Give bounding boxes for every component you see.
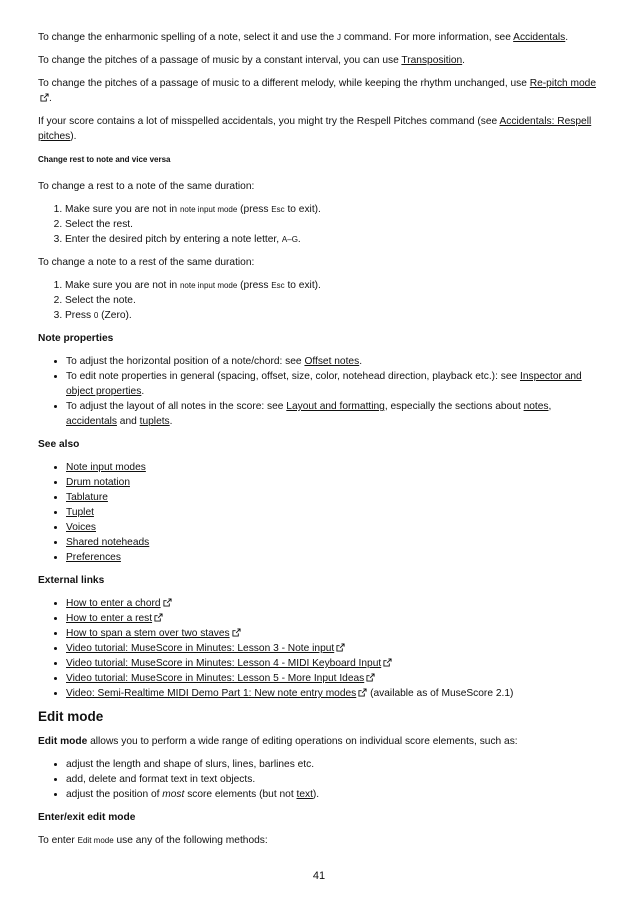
see-also-list	[38, 460, 596, 565]
list-item	[66, 626, 596, 641]
see-also-link[interactable]: Preferences	[66, 552, 121, 563]
offset-notes-link[interactable]: Offset notes	[304, 356, 360, 367]
list-item	[66, 505, 596, 520]
enter-edit-mode-paragraph: To enter Edit mode use any of the following methods:	[38, 835, 268, 846]
list-item	[66, 535, 596, 550]
rest-to-note-intro: To change a rest to a note of the same duration:	[38, 181, 255, 192]
external-link[interactable]: Video tutorial: MuseScore in Minutes: Lesson 4 - MIDI Keyboard Input	[66, 658, 382, 669]
edit-mode-heading: Edit mode	[38, 709, 104, 724]
list-item: • To edit note properties in general (spacing, offset, size, color, notehead direction, playback etc.): see Inspector and object properties.	[66, 369, 596, 399]
list-item: 1. Make sure you are not in note input mode (press Esc to exit).	[65, 278, 596, 293]
text-link[interactable]: text	[296, 789, 313, 800]
list-item	[66, 475, 596, 490]
list-item	[66, 520, 596, 535]
list-item	[66, 641, 596, 656]
list-item: • add, delete and format text in text objects.	[66, 772, 596, 787]
rest-to-note-steps	[38, 202, 596, 247]
external-link-icon	[163, 598, 172, 607]
external-link-icon	[383, 658, 392, 667]
external-link[interactable]: How to span a stem over two staves	[66, 628, 230, 639]
document-page	[38, 30, 596, 856]
note-to-rest-intro: To change a note to a rest of the same duration:	[38, 257, 255, 268]
list-item	[66, 611, 596, 626]
list-item: • To adjust the layout of all notes in the score: see Layout and formatting, especially the sections about notes, accidentals and tuplets.	[66, 399, 596, 429]
see-also-heading: See also	[38, 439, 80, 450]
list-item: 2. Select the note.	[65, 293, 596, 308]
external-link-icon	[154, 613, 163, 622]
rest-note-heading: Change rest to note and vice versa	[38, 155, 171, 164]
repitch-mode-link[interactable]: Re-pitch mode	[529, 78, 597, 89]
respell-paragraph: If your score contains a lot of misspelled accidentals, you might try the Respell Pitches command (see Accidentals: Respell pitches).	[38, 116, 592, 142]
accidentals-section-link[interactable]: accidentals	[66, 416, 117, 427]
external-link[interactable]: Video: Semi-Realtime MIDI Demo Part 1: New note entry modes	[66, 688, 357, 699]
edit-mode-list	[38, 757, 596, 802]
transposition-link[interactable]: Transposition	[401, 55, 463, 66]
list-item: 2. Select the rest.	[65, 217, 596, 232]
layout-formatting-link[interactable]: Layout and formatting	[286, 401, 385, 412]
external-link[interactable]: Video tutorial: MuseScore in Minutes: Lesson 3 - Note input	[66, 643, 335, 654]
note-to-rest-steps	[38, 278, 596, 323]
edit-mode-intro: Edit mode allows you to perform a wide range of editing operations on individual score elements, such as:	[38, 736, 518, 747]
external-link-icon	[366, 673, 375, 682]
list-item: 3. Enter the desired pitch by entering a note letter, A–G.	[65, 232, 596, 247]
external-link-icon	[358, 688, 367, 697]
external-link-icon	[40, 93, 49, 102]
see-also-link[interactable]: Shared noteheads	[66, 537, 150, 548]
transposition-paragraph: To change the pitches of a passage of music by a constant interval, you can use Transposition.	[38, 55, 466, 66]
notes-link[interactable]: notes	[523, 401, 549, 412]
see-also-link[interactable]: Tablature	[66, 492, 108, 503]
list-item	[66, 656, 596, 671]
see-also-link[interactable]: Voices	[66, 522, 97, 533]
list-item: 3. Press 0 (Zero).	[65, 308, 596, 323]
list-item	[66, 460, 596, 475]
see-also-link[interactable]: Note input modes	[66, 462, 146, 473]
page-number: 41	[312, 870, 326, 882]
external-links-list	[38, 596, 596, 701]
tuplets-link[interactable]: tuplets	[139, 416, 170, 427]
list-item	[66, 596, 596, 611]
respell-pitches-link[interactable]: Accidentals: Respell pitches	[38, 116, 592, 142]
repitch-paragraph: To change the pitches of a passage of music to a different melody, while keeping the rhythm unchanged, use Re-pitch mode.	[38, 78, 597, 104]
external-link[interactable]: How to enter a rest	[66, 613, 153, 624]
list-item: • adjust the position of most score elements (but not text).	[66, 787, 596, 802]
enharmonic-paragraph: To change the enharmonic spelling of a note, select it and use the J command. For more information, see Accidentals.	[38, 32, 569, 43]
external-link-icon	[232, 628, 241, 637]
external-link[interactable]: How to enter a chord	[66, 598, 161, 609]
see-also-link[interactable]: Tuplet	[66, 507, 94, 518]
list-item: • Video: Semi-Realtime MIDI Demo Part 1: New note entry modes (available as of MuseScore 2.1)	[66, 686, 596, 701]
list-item: • To adjust the horizontal position of a note/chord: see Offset notes.	[66, 354, 596, 369]
external-links-heading: External links	[38, 575, 105, 586]
note-properties-list	[38, 354, 596, 429]
list-item: 1. Make sure you are not in note input mode (press Esc to exit).	[65, 202, 596, 217]
list-item	[66, 550, 596, 565]
see-also-link[interactable]: Drum notation	[66, 477, 130, 488]
external-link[interactable]: Video tutorial: MuseScore in Minutes: Lesson 5 - More Input Ideas	[66, 673, 365, 684]
accidentals-link[interactable]: Accidentals	[513, 32, 566, 43]
inspector-link[interactable]: Inspector and object properties	[66, 371, 582, 397]
note-properties-heading: Note properties	[38, 333, 114, 344]
external-link-icon	[336, 643, 345, 652]
list-item	[66, 490, 596, 505]
list-item: • adjust the length and shape of slurs, lines, barlines etc.	[66, 757, 596, 772]
shortcut-key: J	[337, 33, 342, 42]
enter-exit-heading: Enter/exit edit mode	[38, 812, 136, 823]
list-item	[66, 671, 596, 686]
